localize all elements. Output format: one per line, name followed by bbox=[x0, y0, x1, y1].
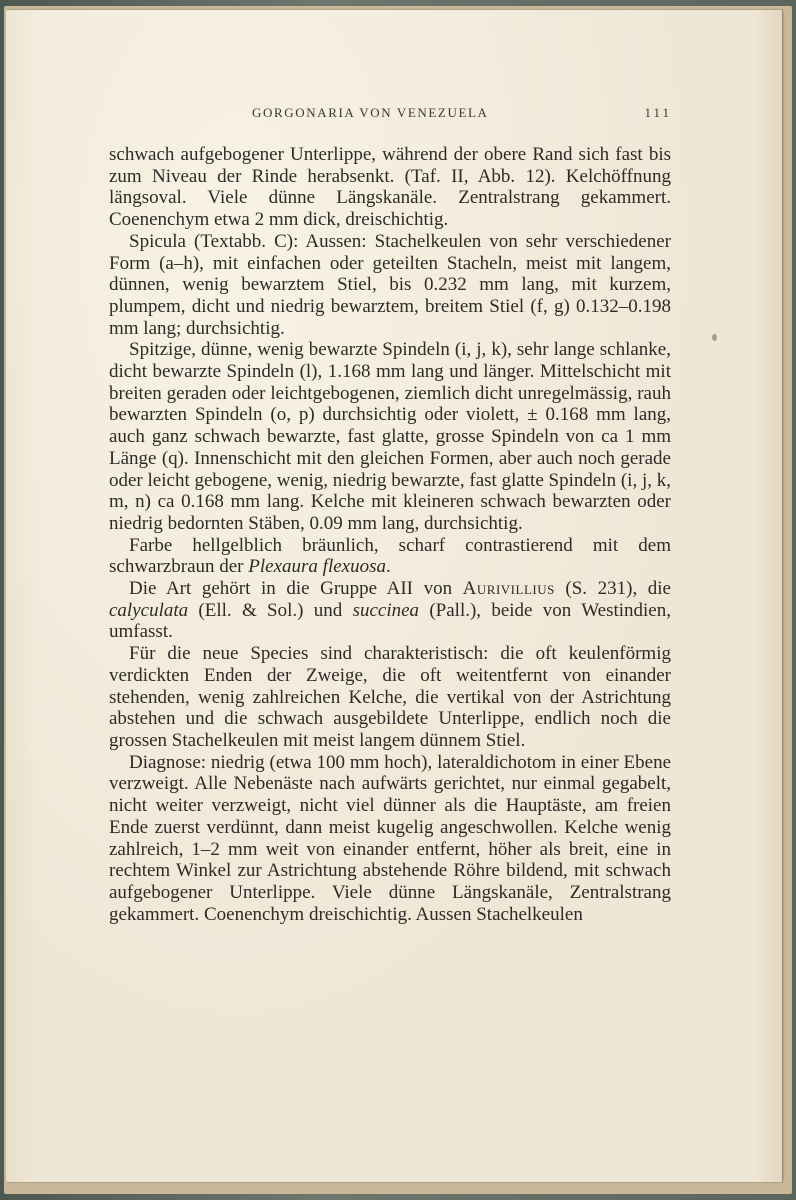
farbe-text-end: . bbox=[385, 556, 391, 578]
paragraph-spicula: Spicula (Textabb. C): Aussen: Stachelkeulen von sehr verschiedener Form (a–h), mit einfachen oder geteilten Stacheln, meist mit langem, dünnen, wenig bewarztem Stiel, bis 0.232 mm lang, mit kurzem, plumpem, dicht und niedrig bewarztem, breitem Stiel (f, g) 0.132–0.198 mm lang; durchsichtig. bbox=[109, 230, 671, 339]
gruppe-text: Die Art gehört in die Gruppe AII von bbox=[129, 578, 463, 600]
paragraph-farbe bbox=[109, 535, 671, 578]
gruppe-text-mid2: (Ell. & Sol.) und bbox=[188, 599, 353, 621]
paragraph-diagnose: Diagnose: niedrig (etwa 100 mm hoch), lateraldichotom in einer Ebene verzweigt. Alle Nebenäste nach aufwärts gerichtet, nur einmal gegabelt, nicht weiter verzweigt, nicht viel dünner als die Hauptäste, am freien Ende zuerst verdünnt, dann meist kugelig angeschwollen. Kelche wenig zahlreich, 1–2 mm weit von einander entfernt, höher als breit, eine in rechtem Winkel zur Astrichtung abstehende Röhre bildend, mit schwach aufgebogener Unterlippe. Viele dünne Längskanäle, Zentralstrang gekammert. Coenenchym dreischichtig. Aussen Stachelkeulen bbox=[109, 751, 671, 925]
species-name-plexaura: Plexaura flexuosa bbox=[248, 556, 386, 578]
gruppe-text-end: (Pall.), beide von Westindien, umfasst. bbox=[109, 599, 671, 643]
farbe-text: Farbe hellgelblich bräunlich, scharf contrastierend mit dem schwarzbraun der bbox=[109, 534, 671, 578]
species-name-calyculata: calyculata bbox=[109, 599, 189, 621]
gruppe-text-mid1: (S. 231), die bbox=[554, 578, 671, 600]
running-head bbox=[252, 105, 672, 125]
author-name: Aurivillius bbox=[462, 578, 555, 600]
page-number: 111 bbox=[644, 105, 672, 120]
body-text bbox=[109, 144, 671, 925]
paragraph-continuation: schwach aufgebogener Unterlippe, während der obere Rand sich fast bis zum Niveau der Rinde herabsenkt. (Taf. II, Abb. 12). Kelchöffnung längsoval. Viele dünne Längskanäle. Zentralstrang gekammert. Coenenchym etwa 2 mm dick, dreischichtig. bbox=[109, 144, 671, 231]
species-name-succinea: succinea bbox=[352, 599, 420, 621]
paragraph-charakteristisch: Für die neue Species sind charakteristisch: die oft keulenförmig verdickten Enden der Zweige, die oft weitentfernt von einander stehenden, wenig zahlreichen Kelche, die vertikal von der Astrichtung abstehen und die schwach ausgebildete Unterlippe, endlich noch die grossen Stachelkeulen mit meist langem dünnem Stiel. bbox=[109, 643, 671, 751]
paragraph-gruppe bbox=[109, 578, 671, 643]
paragraph-spindeln: Spitzige, dünne, wenig bewarzte Spindeln (i, j, k), sehr lange schlanke, dicht bewarzte Spindeln (l), 1.168 mm lang und länger. Mittelschicht mit breiten geraden oder leichtgebogenen, ziemlich dicht unregelmässig, rauh bewarzten Spindeln (o, p) durchsichtig oder violett, ± 0.168 mm lang, auch ganz schwach bewarzte, fast glatte, grosse Spindeln von ca 1 mm Länge (q). Innenschicht mit den gleichen Formen, aber auch noch gerade oder leicht gebogene, wenig, niedrig bewarzte, fast glatte Spindeln (i, j, k, m, n) ca 0.168 mm lang. Kelche mit kleineren schwach bewarzten oder niedrig bedornten Stäben, 0.09 mm lang, durchsichtig. bbox=[109, 339, 671, 534]
paper-speck bbox=[712, 334, 717, 341]
running-head-title: GORGONARIA VON VENEZUELA bbox=[252, 105, 489, 120]
